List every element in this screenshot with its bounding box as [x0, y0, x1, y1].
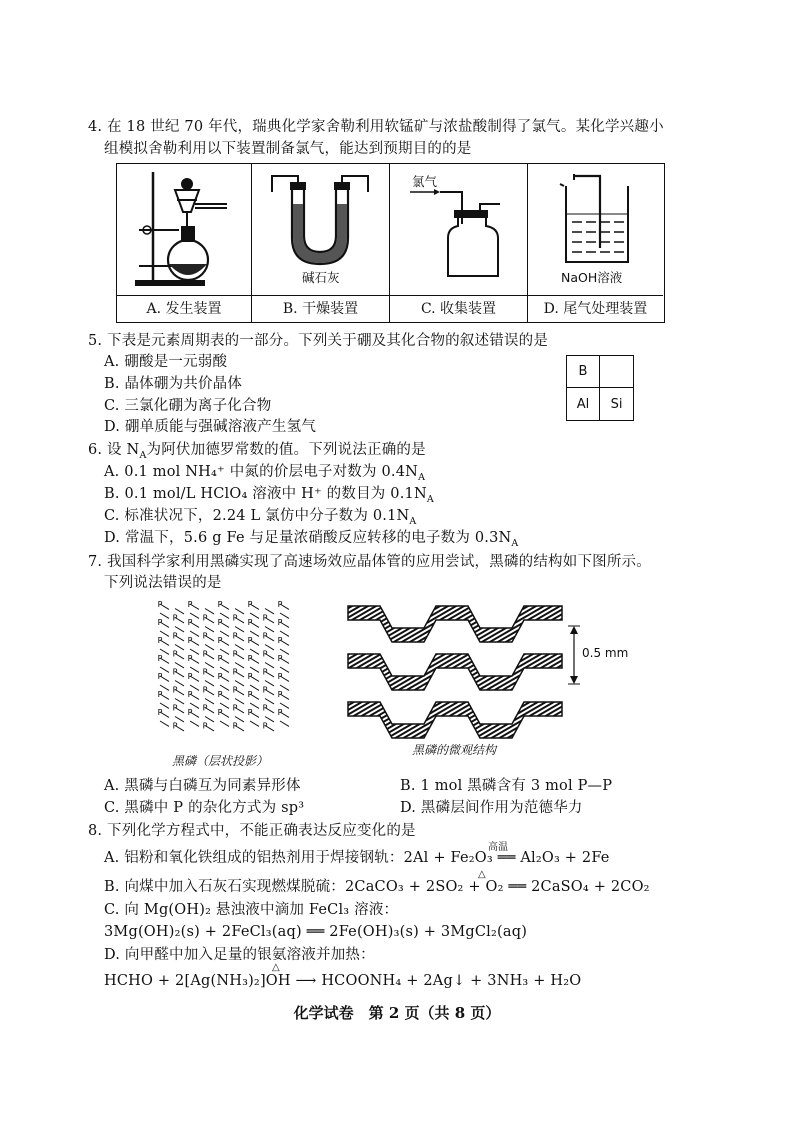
phosphorus-atom: P [187, 690, 193, 699]
q7-stem-line2: 下列说法错误的是 [104, 575, 222, 591]
phosphorus-atom: P [277, 600, 283, 609]
phosphorus-atom: P [172, 685, 178, 695]
apparatus-a-caption: A. 发生装置 [146, 301, 222, 317]
q8-a-condition: 高温 [488, 842, 508, 853]
phosphorus-atom: P [217, 690, 223, 699]
phosphorus-atom: P [157, 618, 163, 627]
periodic-table-fragment [566, 355, 634, 421]
apparatus-a [117, 164, 252, 322]
apparatus-table [116, 163, 665, 323]
phosphorus-atom: P [232, 703, 238, 713]
phosphorus-atom: P [247, 690, 253, 699]
phosphorus-atom: P [247, 672, 253, 681]
phosphorus-atom: P [247, 636, 253, 645]
q8-option-c-line1: C. 向 Mg(OH)₂ 悬浊液中滴加 FeCl₃ 溶液： [104, 902, 399, 918]
phosphorus-atom: P [232, 649, 238, 659]
q8-d-condition: △ [272, 962, 280, 973]
q5-option-a: A. 硼酸是一元弱酸 [104, 354, 228, 370]
phosphorus-atom: P [247, 600, 253, 609]
q8-option-a: A. 铝粉和氧化铁组成的铝热剂用于焊接钢轨：2Al + Fe₂O₃ ══ Al₂O₃ + 2Fe [104, 850, 610, 866]
phosphorus-atom: P [172, 721, 178, 731]
q8-option-d-line1: D. 向甲醛中加入足量的银氨溶液并加热： [104, 947, 375, 963]
phosphorus-atom: P [247, 708, 253, 717]
phosphorus-atom: P [157, 672, 163, 681]
phosphorus-atom: P [172, 667, 178, 677]
soda-lime-label: 碱石灰 [302, 270, 340, 285]
q4-stem-line2: 组模拟舍勒利用以下装置制备氯气，能达到预期目的的是 [104, 141, 472, 157]
phosphorus-atom: P [172, 649, 178, 659]
phosphorus-atom: P [157, 654, 163, 663]
phosphorus-atom: P [187, 708, 193, 717]
phosphorus-atom: P [187, 618, 193, 627]
layer-spacing-label: 0.5 mm [582, 646, 629, 660]
phosphorus-atom: P [202, 631, 208, 641]
phosphorus-atom: P [172, 613, 178, 623]
q4-stem-line1: 4. 在 18 世纪 70 年代，瑞典化学家舍勒利用软锰矿与浓盐酸制得了氯气。某化学兴趣小 [88, 119, 664, 135]
phosphorus-atom: P [232, 685, 238, 695]
p-p-bond [250, 721, 259, 726]
phosphorus-atom: P [187, 636, 193, 645]
phosphorus-atom: P [262, 721, 268, 731]
phosphorus-atom: P [247, 654, 253, 663]
black-phosphorus-microstructure-figure [340, 598, 580, 743]
q6-option-d: D. 常温下，5.6 g Fe 与足量浓硝酸反应转移的电子数为 $0.3N_A$ [104, 530, 519, 549]
phosphorus-atom: P [202, 685, 208, 695]
phosphorus-atom: P [217, 600, 223, 609]
phosphorus-atom: P [172, 631, 178, 641]
apparatus-b-caption: B. 干燥装置 [282, 301, 359, 317]
phosphorus-atom: P [217, 636, 223, 645]
p-p-bond [280, 721, 289, 726]
apparatus-d-caption: D. 尾气处理装置 [543, 301, 648, 317]
q6-option-c: C. 标准状况下，2.24 L 氯仿中分子数为 $0.1N_A$ [104, 508, 417, 527]
fig2-caption: 黑磷的微观结构 [412, 743, 497, 757]
q6-option-a: A. 0.1 mol NH₄⁺ 中氮的价层电子对数为 $0.4N_A$ [104, 464, 426, 483]
p-p-bond [190, 721, 199, 726]
apparatus-c [390, 164, 528, 322]
apparatus-b [252, 164, 390, 322]
q8-option-d-line2: HCHO + 2[Ag(NH₃)₂]OH ⟶ HCOONH₄ + 2Ag↓ + 3NH₃ + H₂O [104, 973, 582, 989]
p-p-bond [160, 721, 169, 726]
cell-aluminium: Al [567, 388, 600, 420]
q7-stem-line1: 7. 我国科学家利用黑磷实现了高速场效应晶体管的应用尝试，黑磷的结构如下图所示。 [88, 554, 651, 570]
phosphorus-atom: P [277, 672, 283, 681]
phosphorus-atom: P [217, 672, 223, 681]
phosphorus-atom: P [232, 667, 238, 677]
phosphorus-atom: P [217, 618, 223, 627]
q7-option-b: B. 1 mol 黑磷含有 3 mol P—P [400, 778, 613, 794]
q8-option-b: B. 向煤中加入石灰石实现燃煤脱硫：2CaCO₃ + 2SO₂ + O₂ ══ 2CaSO₄ + 2CO₂ [104, 879, 650, 895]
phosphorus-atom: P [157, 690, 163, 699]
q7-option-c: C. 黑磷中 P 的杂化方式为 sp³ [104, 800, 305, 816]
q5-option-b: B. 晶体硼为共价晶体 [104, 376, 243, 392]
page-footer: 化学试卷 第 2 页（共 8 页） [293, 1004, 501, 1022]
q8-option-c-line2: 3Mg(OH)₂(s) + 2FeCl₃(aq) ══ 2Fe(OH)₃(s) + 3MgCl₂(aq) [104, 924, 528, 940]
cell-empty [600, 356, 633, 388]
fig1-caption: 黑磷（层状投影） [172, 754, 269, 768]
phosphorus-atom: P [277, 708, 283, 717]
phosphorus-atom: P [187, 654, 193, 663]
q7-option-d: D. 黑磷层间作用为范德华力 [400, 800, 583, 816]
phosphorus-atom: P [172, 703, 178, 713]
q6-option-b: B. 0.1 mol/L HClO₄ 溶液中 H⁺ 的数目为 $0.1N_A$ [104, 486, 434, 505]
q8-stem: 8. 下列化学方程式中，不能正确表达反应变化的是 [88, 823, 416, 839]
q8-b-condition: △ [478, 869, 486, 880]
phosphorus-atom: P [262, 613, 268, 623]
generation-apparatus-icon [117, 164, 251, 296]
phosphorus-atom: P [157, 708, 163, 717]
cell-boron: B [567, 356, 600, 388]
q5-option-c: C. 三氯化硼为离子化合物 [104, 398, 272, 414]
phosphorus-atom: P [217, 708, 223, 717]
phosphorus-atom: P [202, 667, 208, 677]
layer-1 [348, 606, 562, 642]
phosphorus-atom: P [277, 654, 283, 663]
phosphorus-atom: P [232, 721, 238, 731]
chlorine-label: 氯气 [412, 174, 438, 189]
apparatus-c-caption: C. 收集装置 [420, 301, 497, 317]
phosphorus-atom: P [262, 703, 268, 713]
phosphorus-atom: P [232, 631, 238, 641]
phosphorus-atom: P [157, 600, 163, 609]
black-phosphorus-layer-figure [152, 596, 292, 746]
phosphorus-atom: P [157, 636, 163, 645]
q7-option-a: A. 黑磷与白磷互为同素异形体 [104, 778, 301, 794]
naoh-solution-label: NaOH溶液 [561, 270, 623, 285]
phosphorus-atom: P [202, 703, 208, 713]
phosphorus-atom: P [262, 667, 268, 677]
p-p-bond [220, 721, 229, 726]
phosphorus-atom: P [187, 600, 193, 609]
apparatus-d [528, 164, 663, 322]
phosphorus-atom: P [262, 649, 268, 659]
phosphorus-atom: P [277, 690, 283, 699]
gas-collection-bottle-icon [390, 164, 527, 296]
phosphorus-atom: P [262, 685, 268, 695]
phosphorus-atom: P [232, 613, 238, 623]
phosphorus-atom: P [202, 721, 208, 731]
layer-2 [348, 654, 562, 690]
q5-option-d: D. 硼单质能与强碱溶液产生氢气 [104, 419, 317, 435]
q5-stem: 5. 下表是元素周期表的一部分。下列关于硼及其化合物的叙述错误的是 [88, 333, 549, 349]
phosphorus-atom: P [262, 631, 268, 641]
cell-silicon: Si [610, 396, 623, 412]
phosphorus-atom: P [202, 613, 208, 623]
phosphorus-atom: P [187, 672, 193, 681]
q6-stem: 6. 设 $N_A$为阿伏加德罗常数的值。下列说法正确的是 [88, 442, 426, 461]
phosphorus-atom: P [217, 654, 223, 663]
phosphorus-atom: P [277, 618, 283, 627]
phosphorus-atom: P [247, 618, 253, 627]
phosphorus-atom: P [277, 636, 283, 645]
phosphorus-atom: P [202, 649, 208, 659]
layer-3 [348, 702, 562, 738]
